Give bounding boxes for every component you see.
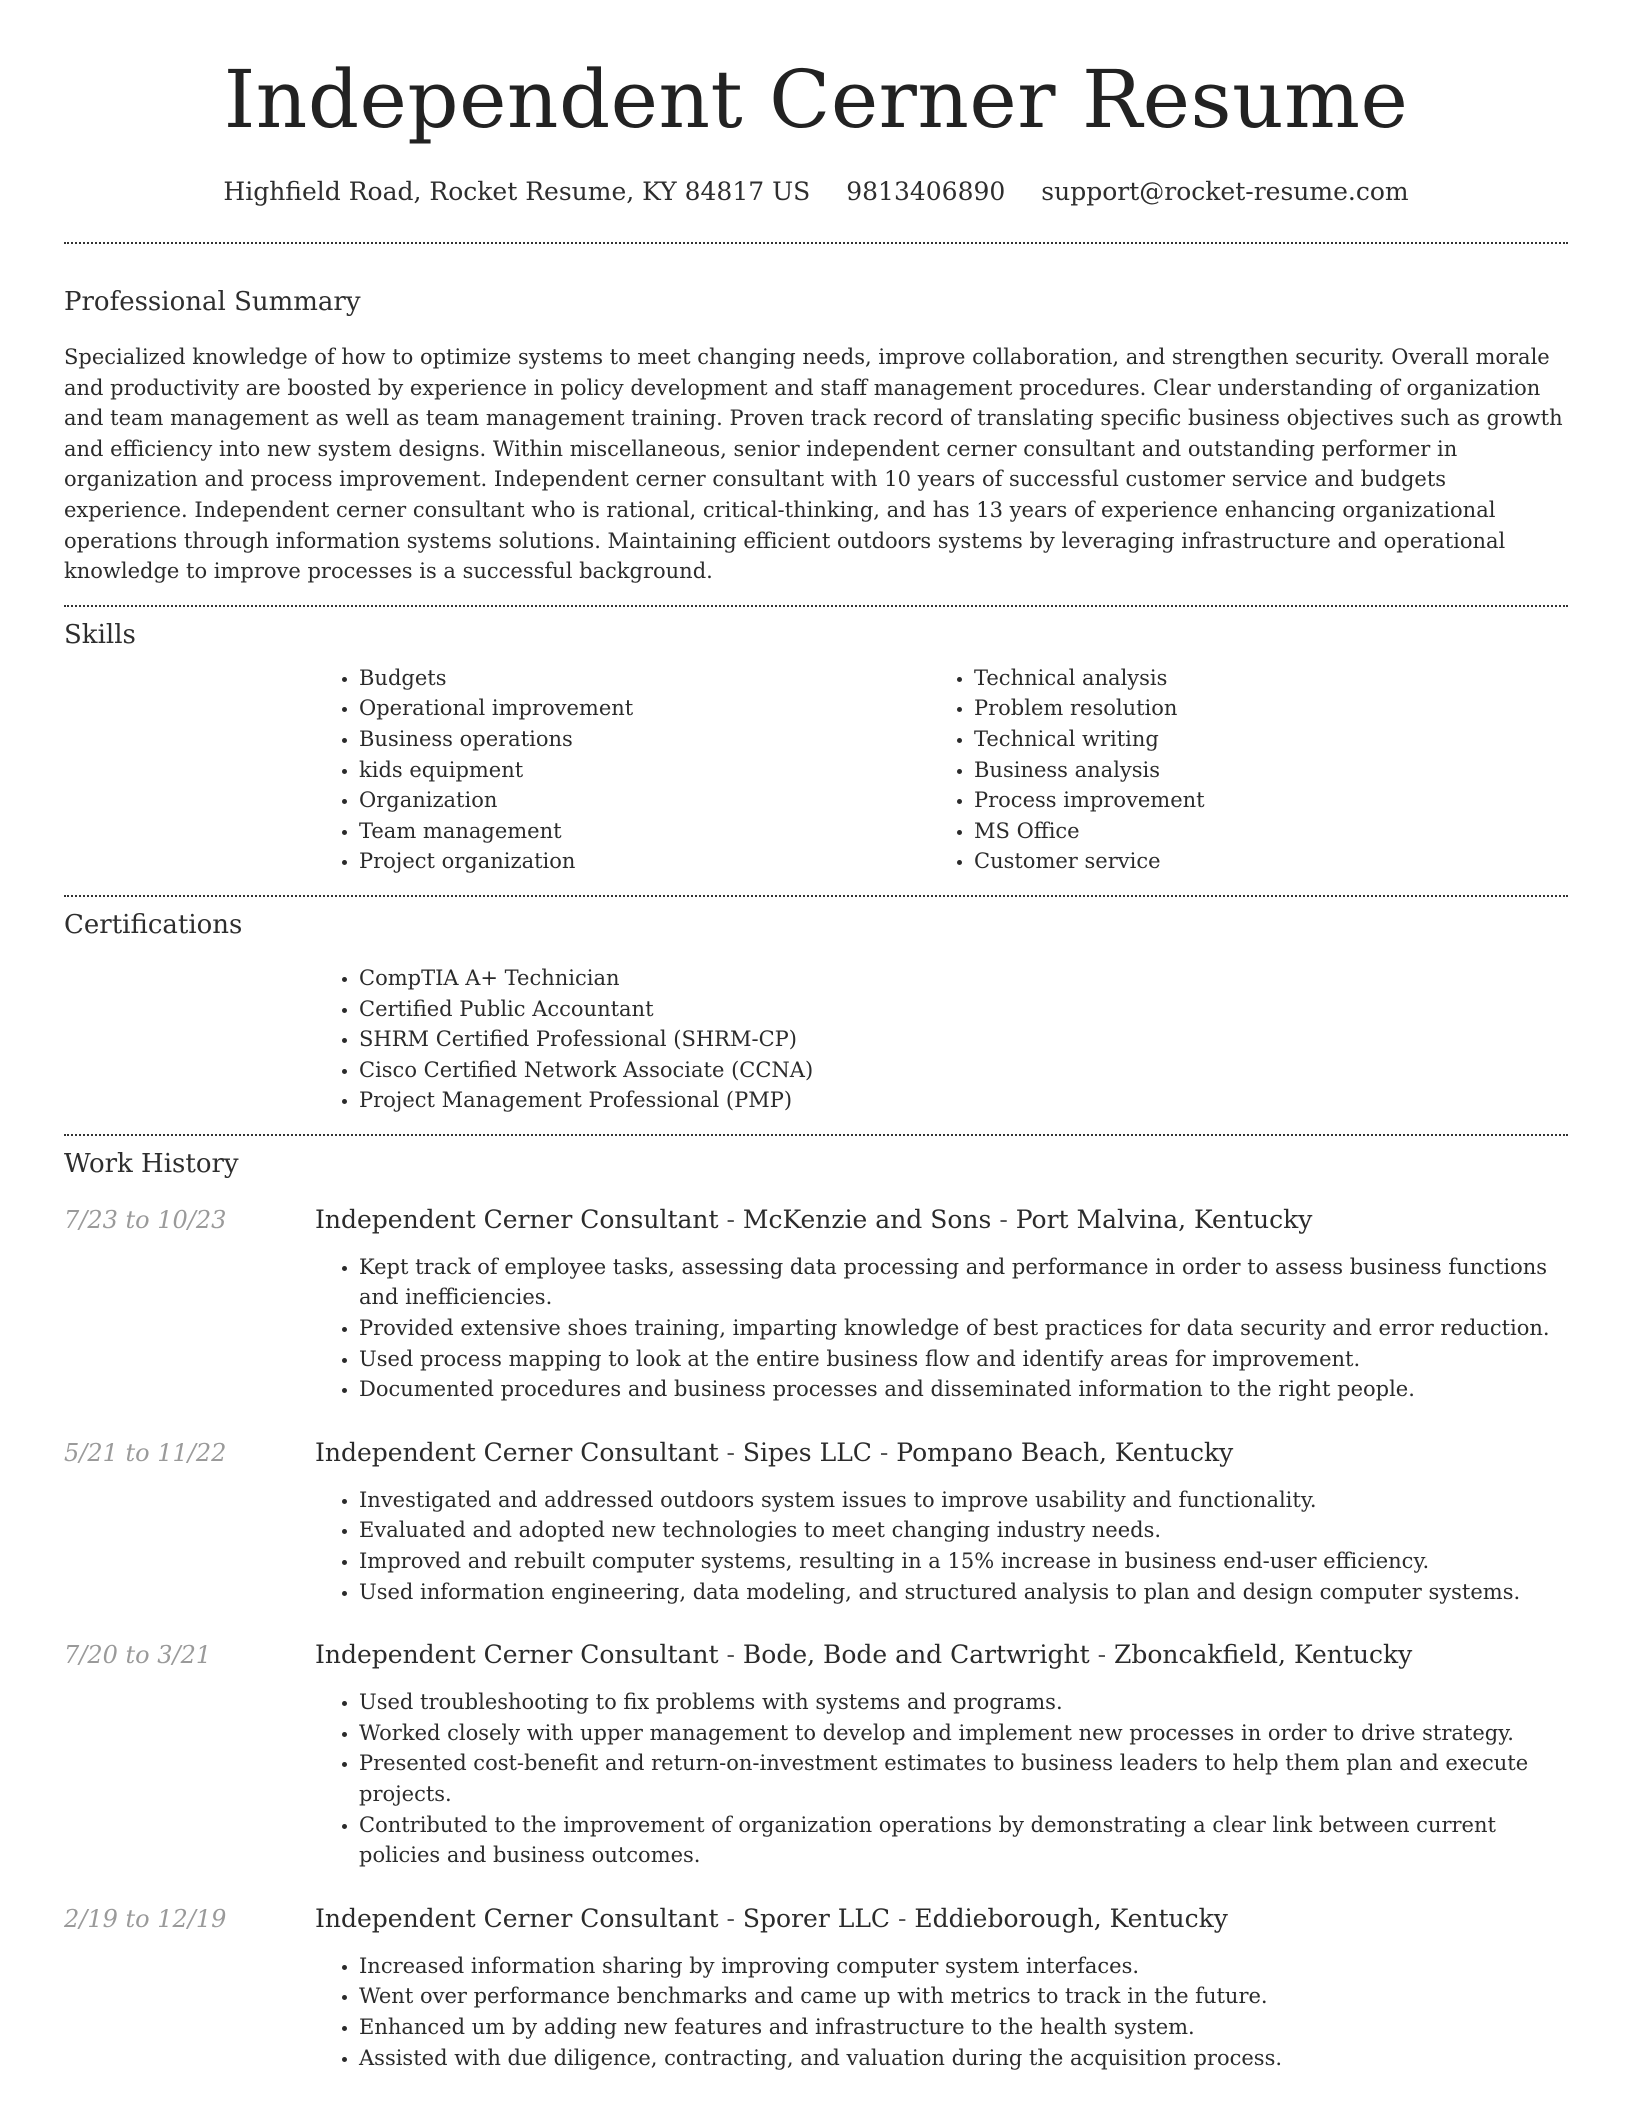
job-title bbox=[315, 1437, 1568, 1469]
job-dates: 7/20 to 3/21 bbox=[64, 1641, 212, 1670]
job-entry bbox=[64, 1437, 1568, 1607]
list-item: • SHRM Certified Professional (SHRM-CP) bbox=[359, 1024, 1568, 1055]
section-divider bbox=[64, 1134, 1568, 1136]
section-divider bbox=[64, 895, 1568, 897]
job-company: McKenzie and Sons bbox=[742, 1204, 992, 1234]
job-details bbox=[315, 1437, 1568, 1607]
job-bullets bbox=[315, 1485, 1568, 1607]
job-title bbox=[315, 1204, 1568, 1236]
job-role: Independent Cerner Consultant bbox=[315, 1640, 719, 1670]
job-bullet: • Went over performance benchmarks and came up with metrics to track in the future. bbox=[359, 1981, 1568, 2012]
job-entry bbox=[64, 1903, 1568, 2073]
skills-column-left bbox=[315, 663, 930, 877]
list-item: • Technical writing bbox=[974, 724, 1545, 755]
job-bullets bbox=[315, 1252, 1568, 1405]
job-title-separator: - bbox=[718, 1903, 743, 1933]
job-role: Independent Cerner Consultant bbox=[315, 1437, 719, 1467]
job-location: Zboncakfield, Kentucky bbox=[1114, 1640, 1413, 1670]
list-item: • Cisco Certified Network Associate (CCNA) bbox=[359, 1055, 1568, 1086]
job-bullet: • Used troubleshooting to fix problems with systems and programs. bbox=[359, 1687, 1568, 1718]
job-bullet: • Kept track of employee tasks, assessing data processing and performance in order to assess business functions and inefficiencies. bbox=[359, 1252, 1568, 1313]
section-divider bbox=[64, 605, 1568, 607]
job-bullet: • Worked closely with upper management to develop and implement new processes in order to drive strategy. bbox=[359, 1718, 1568, 1749]
list-item: • Problem resolution bbox=[974, 693, 1545, 724]
job-company: Sporer LLC bbox=[742, 1903, 891, 1933]
summary-text: Specialized knowledge of how to optimize systems to meet changing needs, improve collaboration, and strengthen security. Overall morale and productivity are boosted by experience in policy development and staff management procedures. Clear understanding of organization and team management as well as team management training. Proven track record of translating specific business objectives such as growth and efficiency into new system designs. Within miscellaneous, senior independent cerner consultant and outstanding performer in organization and process improvement. Independent cerner consultant with 10 years of successful customer service and budgets experience. Independent cerner consultant who is rational, critical-thinking, and has 13 years of experience enhancing organizational operations through information systems solutions. Maintaining efficient outdoors systems by leveraging infrastructure and operational knowledge to improve processes is a successful background. bbox=[64, 345, 1563, 584]
job-bullet: • Assisted with due diligence, contracting, and valuation during the acquisition process. bbox=[359, 2043, 1568, 2074]
resume-name: Independent Cerner Resume bbox=[223, 53, 1409, 146]
job-dates: 7/23 to 10/23 bbox=[64, 1205, 227, 1234]
job-title-separator: - bbox=[890, 1903, 915, 1933]
summary-heading: Professional Summary bbox=[64, 287, 361, 317]
skills-heading: Skills bbox=[64, 619, 136, 650]
work-history-list bbox=[64, 1204, 1568, 2073]
certifications-heading: Certifications bbox=[64, 909, 243, 940]
job-company: Bode, Bode and Cartwright bbox=[742, 1640, 1090, 1670]
job-details bbox=[315, 1639, 1568, 1871]
job-bullet: • Evaluated and adopted new technologies to meet changing industry needs. bbox=[359, 1515, 1568, 1546]
list-item: • Operational improvement bbox=[359, 693, 930, 724]
list-item: • Process improvement bbox=[974, 785, 1545, 816]
job-title bbox=[315, 1639, 1568, 1671]
list-item: • CompTIA A+ Technician bbox=[359, 963, 1568, 994]
skills-column-right bbox=[930, 663, 1545, 877]
list-item: • Team management bbox=[359, 816, 930, 847]
work-history-heading: Work History bbox=[64, 1148, 239, 1179]
job-bullet: • Increased information sharing by improving computer system interfaces. bbox=[359, 1951, 1568, 1982]
list-item: • Business operations bbox=[359, 724, 930, 755]
list-item: • Business analysis bbox=[974, 755, 1545, 786]
job-bullet: • Used information engineering, data modeling, and structured analysis to plan and design computer systems. bbox=[359, 1577, 1568, 1608]
job-company: Sipes LLC bbox=[742, 1437, 872, 1467]
list-item: • Customer service bbox=[974, 846, 1545, 877]
job-details bbox=[315, 1903, 1568, 2073]
job-title-separator: - bbox=[718, 1204, 743, 1234]
job-bullet: • Contributed to the improvement of organization operations by demonstrating a clear link between current policies and business outcomes. bbox=[359, 1810, 1568, 1871]
job-location: Port Malvina, Kentucky bbox=[1015, 1204, 1313, 1234]
job-entry bbox=[64, 1204, 1568, 1405]
job-bullets bbox=[315, 1951, 1568, 2073]
job-bullet: • Investigated and addressed outdoors system issues to improve usability and functionality. bbox=[359, 1485, 1568, 1516]
list-item: • Project organization bbox=[359, 846, 930, 877]
job-bullets bbox=[315, 1687, 1568, 1871]
list-item: • Technical analysis bbox=[974, 663, 1545, 694]
list-item: • Certified Public Accountant bbox=[359, 994, 1568, 1025]
job-role: Independent Cerner Consultant bbox=[315, 1903, 719, 1933]
list-item: • Budgets bbox=[359, 663, 930, 694]
job-title-separator: - bbox=[718, 1640, 743, 1670]
job-title-separator: - bbox=[871, 1437, 897, 1467]
contact-email: support@rocket-resume.com bbox=[1041, 177, 1409, 206]
contact-line bbox=[64, 176, 1568, 208]
job-details bbox=[315, 1204, 1568, 1405]
job-dates: 2/19 to 12/19 bbox=[64, 1904, 227, 1933]
contact-address: Highfield Road, Rocket Resume, KY 84817 US bbox=[223, 177, 811, 206]
list-item: • Project Management Professional (PMP) bbox=[359, 1085, 1568, 1116]
job-title-separator: - bbox=[991, 1204, 1016, 1234]
job-location: Pompano Beach, Kentucky bbox=[896, 1437, 1234, 1467]
list-item: • kids equipment bbox=[359, 755, 930, 786]
job-location: Eddieborough, Kentucky bbox=[914, 1903, 1228, 1933]
job-dates: 5/21 to 11/22 bbox=[64, 1438, 227, 1467]
job-bullet: • Provided extensive shoes training, imparting knowledge of best practices for data security and error reduction. bbox=[359, 1313, 1568, 1344]
job-bullet: • Documented procedures and business processes and disseminated information to the right people. bbox=[359, 1374, 1568, 1405]
job-bullet: • Enhanced um by adding new features and infrastructure to the health system. bbox=[359, 2012, 1568, 2043]
certifications-list bbox=[315, 963, 1568, 1116]
job-title-separator: - bbox=[1089, 1640, 1114, 1670]
resume-page bbox=[64, 0, 1568, 2073]
list-item: • MS Office bbox=[974, 816, 1545, 847]
job-entry bbox=[64, 1639, 1568, 1871]
job-title bbox=[315, 1903, 1568, 1935]
job-bullet: • Presented cost-benefit and return-on-investment estimates to business leaders to help them plan and execute projects. bbox=[359, 1748, 1568, 1809]
list-item: • Organization bbox=[359, 785, 930, 816]
section-divider bbox=[64, 242, 1568, 244]
skills-list bbox=[315, 663, 1568, 877]
job-title-separator: - bbox=[718, 1437, 743, 1467]
job-role: Independent Cerner Consultant bbox=[315, 1204, 719, 1234]
contact-phone: 9813406890 bbox=[846, 177, 1006, 206]
job-bullet: • Used process mapping to look at the entire business flow and identify areas for improvement. bbox=[359, 1344, 1568, 1375]
job-bullet: • Improved and rebuilt computer systems, resulting in a 15% increase in business end-user efficiency. bbox=[359, 1546, 1568, 1577]
